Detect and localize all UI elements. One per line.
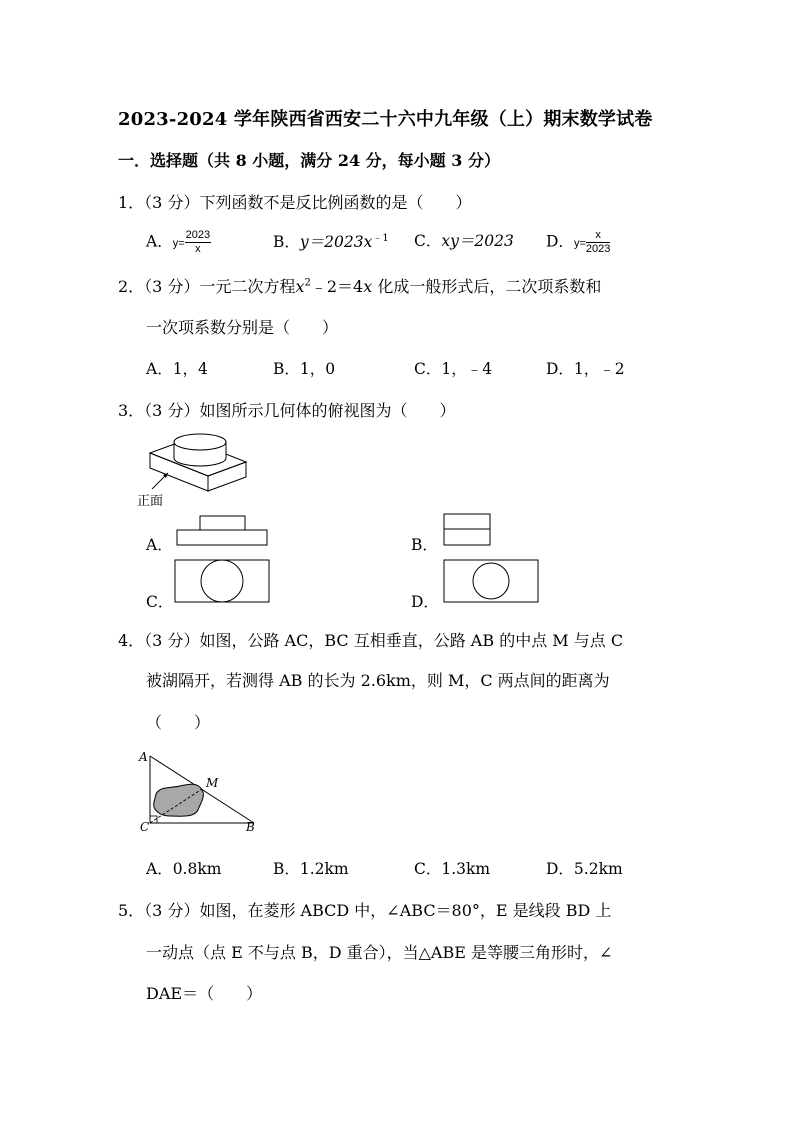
question-2-line-2: 一次项系数分别是（ ）: [146, 318, 339, 337]
question-4-line-3: （ ）: [146, 713, 211, 732]
q3-option-c-figure: [174, 559, 272, 605]
q1-option-c-text: xy＝2023: [441, 232, 514, 250]
question-1-stem: 1．（3 分）下列函数不是反比例函数的是（ ）: [118, 193, 472, 212]
q1-option-b: [273, 229, 389, 252]
q4-option-a: A．0.8km: [146, 860, 222, 878]
q2-stem-part-a: 2．（3 分）一元二次方程: [118, 277, 296, 296]
q1-option-a-fraction: [185, 229, 211, 256]
q1-option-d-fraction: [586, 229, 610, 256]
q4-label-b: B: [246, 820, 255, 834]
q3-option-d-label: D．: [411, 593, 439, 611]
q1-option-a: [146, 229, 211, 256]
section-heading: 一．选择题（共 8 小题，满分 24 分，每小题 3 分）: [118, 151, 500, 170]
q3-front-label: 正面: [137, 494, 164, 509]
q2-stem-exponent: 2: [304, 277, 311, 289]
q4-label-m: M: [206, 776, 219, 790]
q2-option-b: B．1，0: [273, 360, 336, 378]
q3-option-b-label: B．: [411, 536, 438, 554]
q2-option-d: D．1，﹣2: [546, 360, 625, 378]
q1-option-b-text: y＝2023x: [299, 233, 373, 252]
q1-a-numerator: 2023: [185, 229, 211, 241]
q4-label-c: C: [140, 820, 150, 834]
q2-option-c: C．1，﹣4: [414, 360, 493, 378]
q2-stem-part-c: ﹣2＝4: [310, 277, 364, 296]
q1-a-denominator: x: [195, 243, 201, 255]
q1-option-a-y: y=: [172, 237, 185, 250]
q4-option-c: C．1.3km: [414, 860, 491, 878]
q3-option-a-figure: [176, 515, 270, 547]
q2-stem-var-x: x: [295, 277, 305, 296]
question-2-line-1: [118, 274, 601, 297]
question-5-line-2: 一动点（点 E 不与点 B，D 重合），当△ABE 是等腰三角形时，∠: [146, 943, 613, 962]
q1-option-d-label: D．: [546, 232, 574, 251]
question-5-line-1: 5．（3 分）如图，在菱形 ABCD 中，∠ABC＝80°，E 是线段 BD 上: [118, 901, 612, 920]
question-4-line-1: 4．（3 分）如图，公路 AC，BC 互相垂直，公路 AB 的中点 M 与点 C: [118, 631, 624, 650]
q1-d-numerator: x: [586, 229, 610, 243]
q1-option-d: [546, 229, 610, 256]
q2-option-a: A．1，4: [146, 360, 208, 378]
question-3-stem: 3．（3 分）如图所示几何体的俯视图为（ ）: [118, 401, 456, 420]
q2-stem-part-e: 化成一般形式后，二次项系数和: [372, 277, 602, 296]
q1-option-a-label: A．: [146, 232, 173, 251]
q2-stem-var-x2: x: [363, 277, 373, 296]
q4-option-d: D．5.2km: [546, 860, 623, 878]
q4-option-b: B．1.2km: [273, 860, 349, 878]
q3-option-d-figure: [443, 559, 541, 605]
q1-option-d-y: y=: [573, 237, 586, 250]
q4-label-a: A: [139, 750, 148, 764]
question-5-line-3: DAE＝（ ）: [146, 984, 263, 1003]
q1-option-b-exponent: ﹣1: [372, 233, 389, 244]
page-title: 2023-2024 学年陕西省西安二十六中九年级（上）期末数学试卷: [118, 109, 653, 130]
q3-option-c-label: C．: [146, 593, 174, 611]
q3-option-a-label: A．: [146, 536, 173, 554]
q3-option-b-figure: [443, 513, 493, 547]
q1-d-denominator: 2023: [585, 243, 611, 255]
q1-option-c-label: C．: [414, 232, 442, 250]
q1-option-b-label: B．: [273, 233, 300, 252]
q1-option-c: [414, 229, 514, 251]
question-4-line-2: 被湖隔开，若测得 AB 的长为 2.6km，则 M，C 两点间的距离为: [146, 671, 610, 690]
